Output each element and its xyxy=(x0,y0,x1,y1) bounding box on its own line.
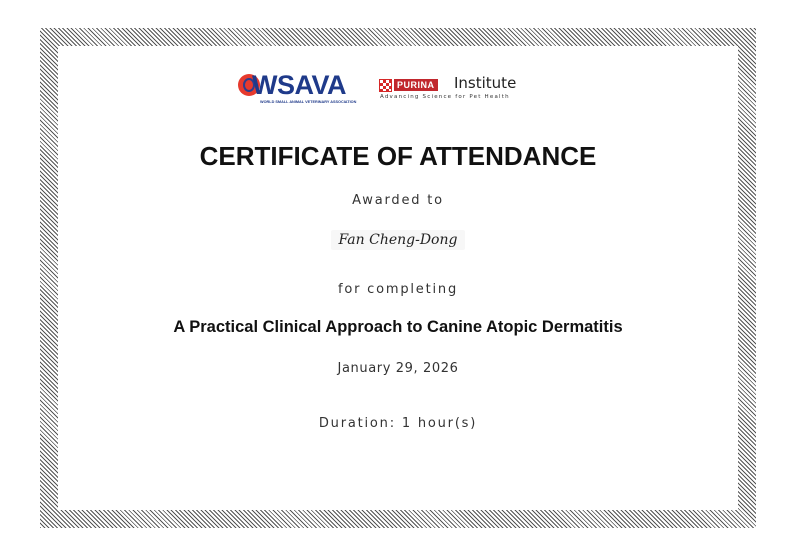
wsava-logo xyxy=(238,70,368,109)
logo-bar xyxy=(58,70,738,109)
course-title: A Practical Clinical Approach to Canine Atopic Dermatitis xyxy=(173,318,623,336)
institute-wordmark: Institute xyxy=(454,74,517,92)
completion-date: January 29, 2026 xyxy=(337,361,459,376)
certificate-title: CERTIFICATE OF ATTENDANCE xyxy=(199,141,597,171)
recipient-signature-area xyxy=(58,229,738,250)
purina-wordmark: PURINA xyxy=(394,79,438,91)
certificate-body xyxy=(58,46,738,510)
purina-institute-logo xyxy=(379,74,539,107)
wsava-subtitle: WORLD SMALL ANIMAL VETERINARY ASSOCIATION xyxy=(260,100,357,104)
for-completing-label: for completing xyxy=(337,282,459,297)
recipient-name: Fan Cheng-Dong xyxy=(331,230,466,250)
awarded-to-label: Awarded to xyxy=(352,193,444,208)
certificate-border xyxy=(40,28,756,528)
checkerboard-icon xyxy=(379,79,392,92)
course-duration: Duration: 1 hour(s) xyxy=(318,416,478,431)
wsava-wordmark: WSAVA xyxy=(252,70,346,100)
purina-tagline: Advancing Science for Pet Health xyxy=(380,94,510,100)
